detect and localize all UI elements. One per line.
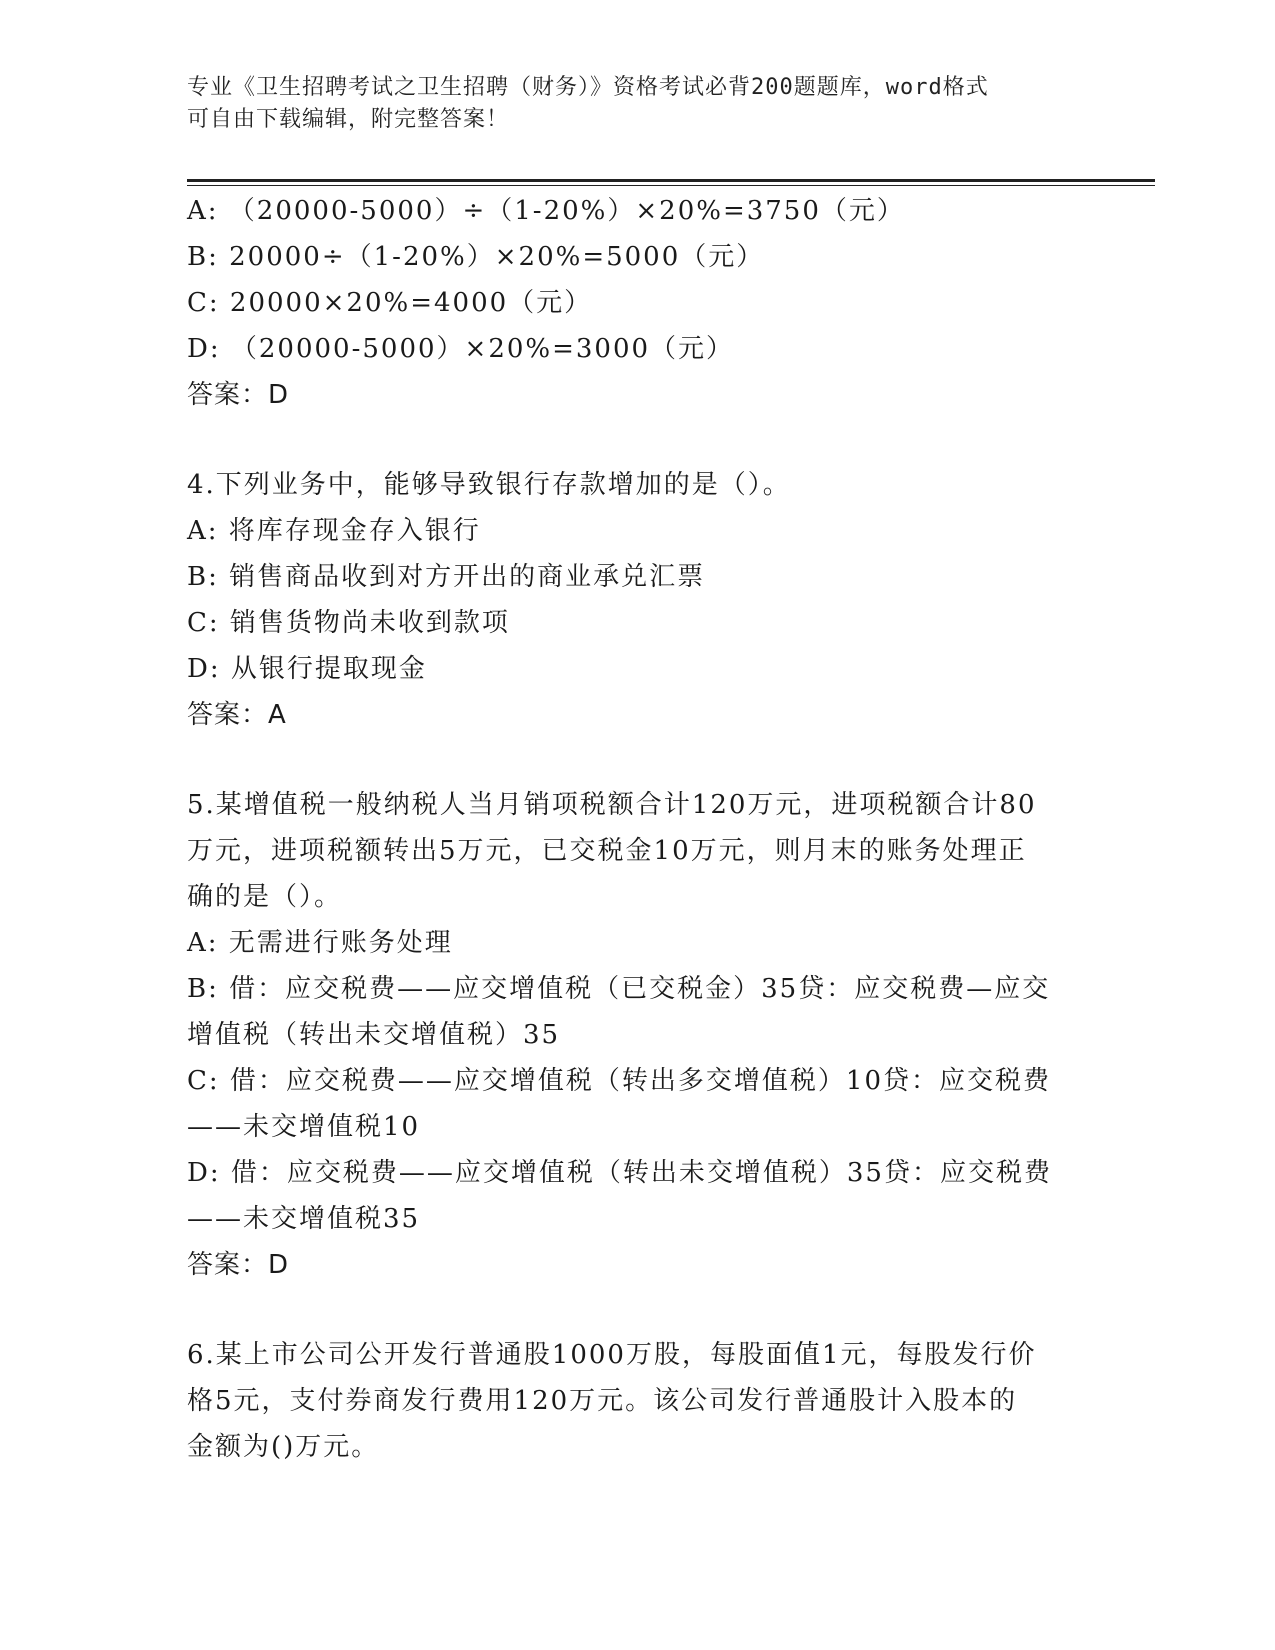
header-line-2: 可自由下载编辑，附完整答案！	[187, 107, 510, 132]
option-d: D: 借：应交税费——应交增值税（转出未交增值税）35贷：应交税费	[187, 1158, 1052, 1188]
spacer	[187, 1288, 1087, 1332]
question-stem-line: 金额为()万元。	[187, 1432, 380, 1462]
option-a: A: 无需进行账务处理	[187, 928, 453, 958]
option-d: D: 从银行提取现金	[187, 654, 427, 684]
option-d-continued: ——未交增值税35	[187, 1204, 421, 1234]
option-c: C: 20000×20%=4000（元）	[187, 288, 593, 318]
option-b: B: 销售商品收到对方开出的商业承兑汇票	[187, 562, 706, 592]
answer: 答案：D	[187, 380, 290, 410]
question-6	[187, 1332, 1087, 1470]
question-stem: 4.下列业务中，能够导致银行存款增加的是（）。	[187, 470, 791, 500]
option-c-continued: ——未交增值税10	[187, 1112, 421, 1142]
question-4	[187, 462, 1087, 738]
option-b: B: 借：应交税费——应交增值税（已交税金）35贷：应交税费—应交	[187, 974, 1051, 1004]
question-3	[187, 188, 1087, 418]
question-content	[187, 188, 1087, 1470]
question-stem-line: 格5元，支付券商发行费用120万元。该公司发行普通股计入股本的	[187, 1386, 1018, 1416]
spacer	[187, 418, 1087, 462]
question-5	[187, 782, 1087, 1288]
question-stem-line: 5.某增值税一般纳税人当月销项税额合计120万元，进项税额合计80	[187, 790, 1037, 820]
answer: 答案：A	[187, 700, 287, 730]
header-divider-thin	[187, 185, 1155, 186]
option-c: C: 销售货物尚未收到款项	[187, 608, 510, 638]
question-stem-line: 6.某上市公司公开发行普通股1000万股，每股面值1元，每股发行价	[187, 1340, 1037, 1370]
header-line-1: 专业《卫生招聘考试之卫生招聘（财务）》资格考试必背200题题库，word格式	[187, 75, 989, 100]
option-a: A: 将库存现金存入银行	[187, 516, 481, 546]
option-d: D: （20000-5000）×20%=3000（元）	[187, 334, 735, 364]
header-divider-thick	[187, 179, 1155, 182]
question-stem-line: 确的是（）。	[187, 882, 343, 912]
option-b-continued: 增值税（转出未交增值税）35	[187, 1020, 561, 1050]
question-stem-line: 万元，进项税额转出5万元，已交税金10万元，则月末的账务处理正	[187, 836, 1027, 866]
document-header	[187, 72, 1087, 136]
option-a: A: （20000-5000）÷（1-20%）×20%=3750（元）	[187, 196, 905, 226]
option-b: B: 20000÷（1-20%）×20%=5000（元）	[187, 242, 765, 272]
answer: 答案：D	[187, 1250, 290, 1280]
option-c: C: 借：应交税费——应交增值税（转出多交增值税）10贷：应交税费	[187, 1066, 1052, 1096]
spacer	[187, 738, 1087, 782]
